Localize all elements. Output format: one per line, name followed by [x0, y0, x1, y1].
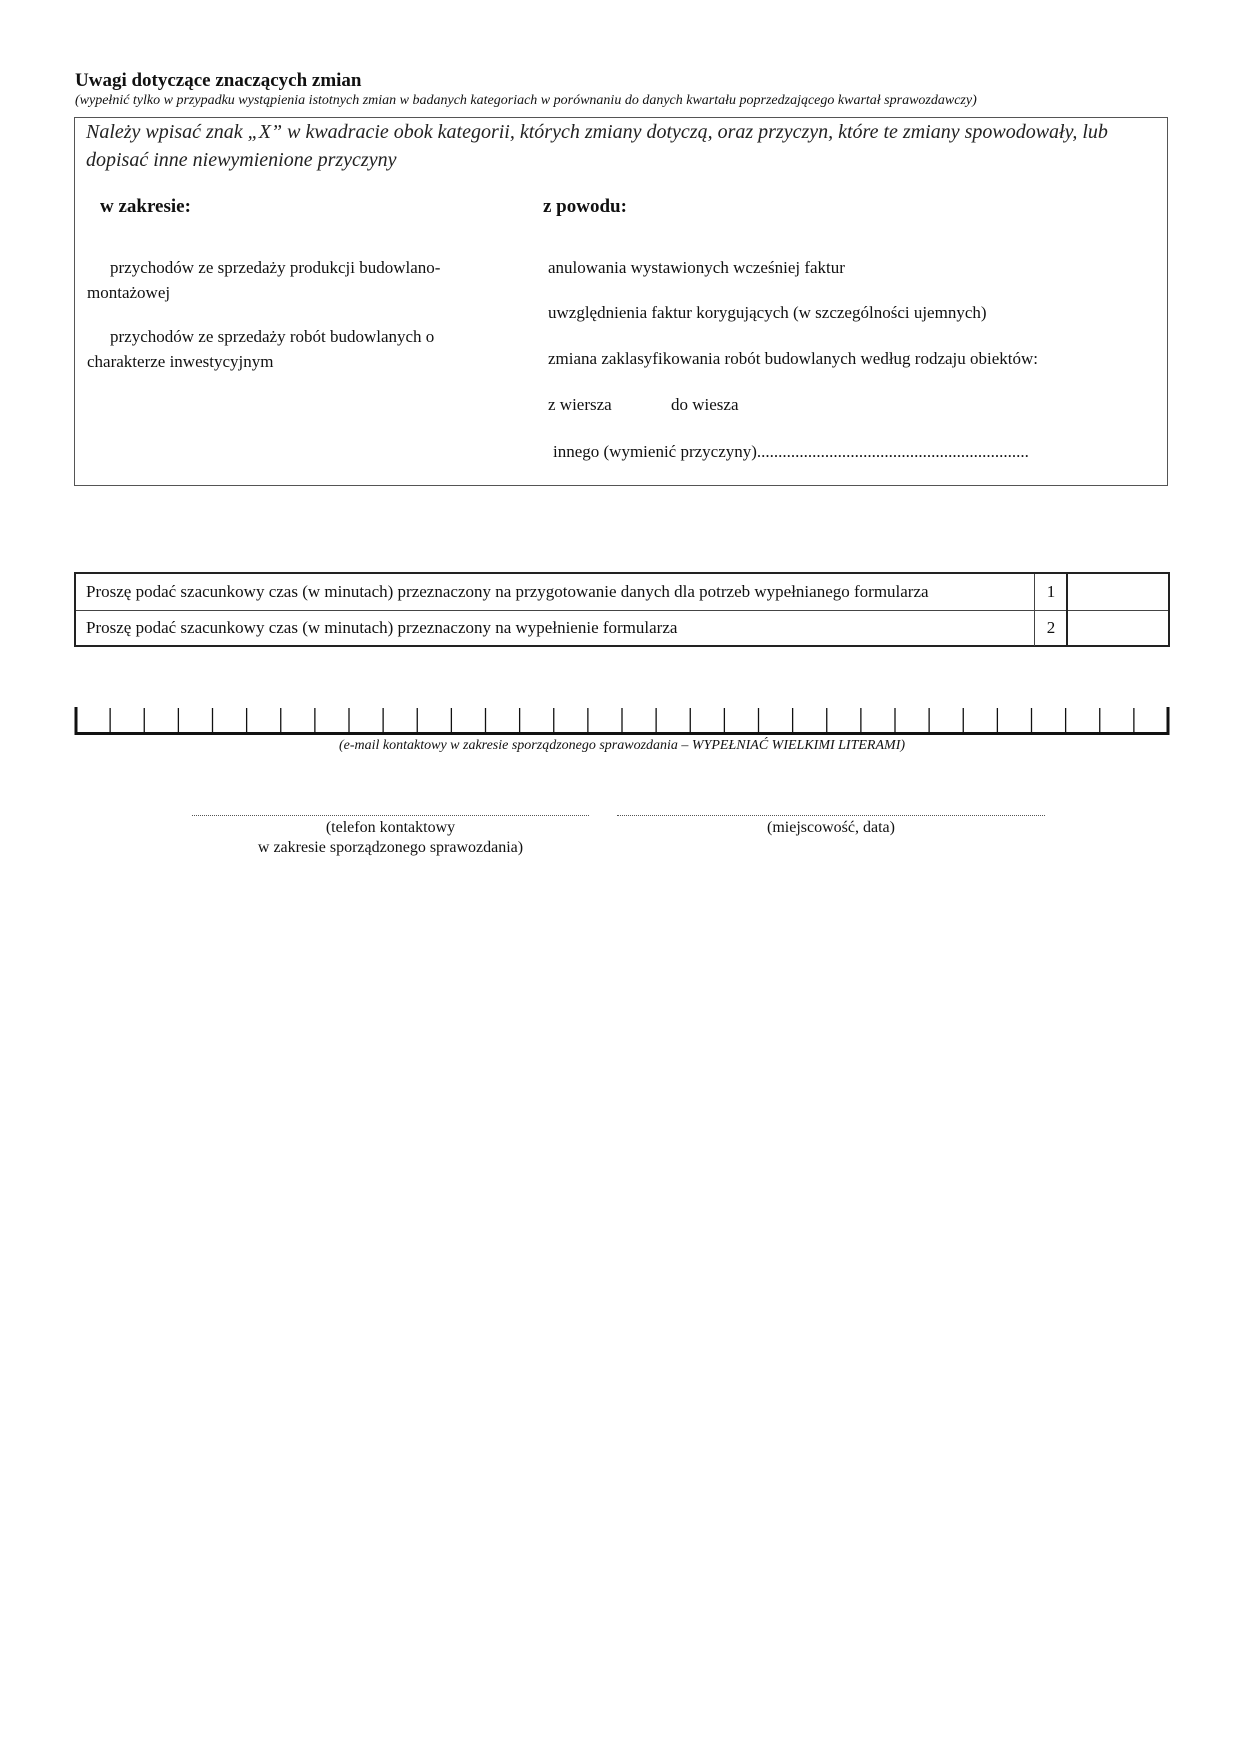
phone-caption [192, 818, 589, 858]
time-estimate-table [74, 572, 1170, 647]
section-subtitle: (wypełnić tylko w przypadku wystąpienia istotnych zmian w badanych kategoriach w porównaniu do danych kwartału poprzedzającego kwartał sprawozdawczy) [75, 93, 977, 108]
from-row-label[interactable]: z wiersza [548, 395, 612, 414]
table-row [76, 574, 1168, 611]
prep-time-input[interactable] [1066, 574, 1168, 610]
row-label: Proszę podać szacunkowy czas (w minutach) przeznaczony na przygotowanie danych dla potrzeb wypełnianego formularza [86, 582, 929, 601]
reason-item-correcting-invoices[interactable]: uwzględnienia faktur korygujących (w szczególności ujemnych) [548, 303, 987, 322]
reason-item-other[interactable]: innego (wymienić przyczyny)................................................................ [553, 442, 1029, 461]
scope-item-investment-revenue[interactable]: przychodów ze sprzedaży robót budowlanych o charakterze inwestycyjnym [87, 327, 435, 371]
phone-caption-line1: (telefon kontaktowy [325, 819, 456, 836]
reason-item-cancelled-invoices[interactable]: anulowania wystawionych wcześniej faktur [548, 258, 845, 277]
to-row-label[interactable]: do wiesza [671, 395, 739, 414]
reason-heading: z powodu: [543, 196, 627, 217]
scope-item-construction-revenue[interactable]: przychodów ze sprzedaży produkcji budowlano-montażowej [87, 258, 441, 302]
place-date-caption: (miejscowość, data) [767, 819, 895, 836]
table-row [76, 610, 1168, 646]
phone-line[interactable] [192, 815, 589, 816]
phone-caption-line2: w zakresie sporządzonego sprawozdania) [257, 839, 524, 856]
row-number: 1 [1034, 574, 1067, 610]
row-number: 2 [1034, 610, 1067, 646]
section-title: Uwagi dotyczące znaczących zmian [75, 70, 362, 91]
place-date-line[interactable] [617, 815, 1045, 816]
fill-time-input[interactable] [1066, 610, 1168, 646]
row-label: Proszę podać szacunkowy czas (w minutach) przeznaczony na wypełnienie formularza [86, 618, 678, 637]
reason-item-reclassification[interactable]: zmiana zaklasyfikowania robót budowlanych według rodzaju obiektów: [548, 349, 1039, 368]
scope-heading: w zakresie: [100, 196, 191, 217]
instruction-text: Należy wpisać znak „X” w kwadracie obok kategorii, których zmiany dotyczą, oraz przyczyn, które te zmiany spowodowały, lub dopisać inne niewymienione przyczyny [86, 121, 1108, 171]
email-caption: (e-mail kontaktowy w zakresie sporządzonego sprawozdania – WYPEŁNIAĆ WIELKIMI LITERAMI) [338, 738, 906, 753]
email-input[interactable] [74, 707, 1170, 735]
